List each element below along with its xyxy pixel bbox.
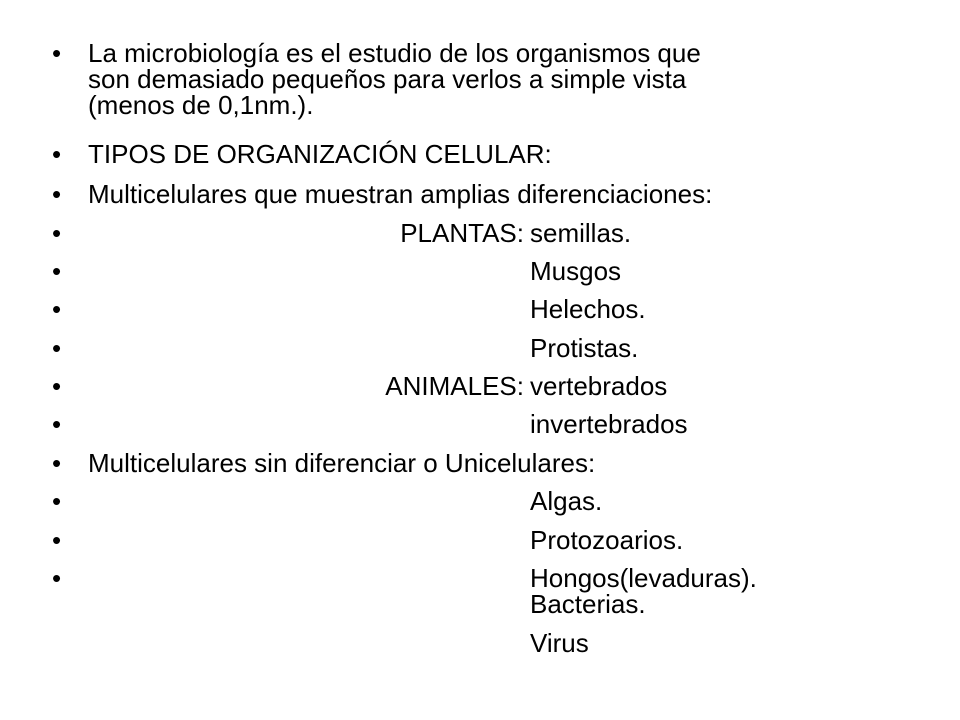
plantas-item: Helechos.	[530, 294, 646, 324]
bullet: •	[52, 448, 62, 478]
unicelulares-item: Bacterias.	[530, 589, 646, 619]
unicelulares-item: Algas.	[530, 486, 603, 516]
section-heading: TIPOS DE ORGANIZACIÓN CELULAR:	[88, 139, 552, 169]
plantas-item: Musgos	[530, 256, 622, 286]
unicelulares-item: Protozoarios.	[530, 525, 684, 555]
multicelulares-sin-diferenciar: Multicelulares sin diferenciar o Unicelulares:	[88, 448, 596, 478]
unicelulares-item: Virus	[530, 628, 589, 658]
plantas-item: semillas.	[530, 218, 632, 248]
bullet: •	[52, 294, 62, 324]
plantas-item: Protistas.	[530, 333, 639, 363]
unicelulares-item: Hongos(levaduras).	[530, 563, 757, 593]
intro-line-3: (menos de 0,1nm.).	[88, 90, 314, 120]
bullet: •	[52, 38, 62, 68]
animales-label: ANIMALES:	[385, 371, 524, 401]
bullet: •	[52, 256, 62, 286]
bullet: •	[52, 563, 62, 593]
bullet: •	[52, 486, 62, 516]
bullet: •	[52, 333, 62, 363]
bullet: •	[52, 218, 62, 248]
animales-item: invertebrados	[530, 409, 688, 439]
plantas-label: PLANTAS:	[400, 218, 524, 248]
bullet: •	[52, 525, 62, 555]
animales-item: vertebrados	[530, 371, 668, 401]
bullet: •	[52, 409, 62, 439]
bullet: •	[52, 371, 62, 401]
intro-line-2: son demasiado pequeños para verlos a simple vista	[88, 64, 687, 94]
intro-line-1: La microbiología es el estudio de los organismos que	[88, 38, 701, 68]
bullet: •	[52, 139, 62, 169]
multicelulares-diferenciados: Multicelulares que muestran amplias diferenciaciones:	[88, 179, 713, 209]
bullet: •	[52, 179, 62, 209]
